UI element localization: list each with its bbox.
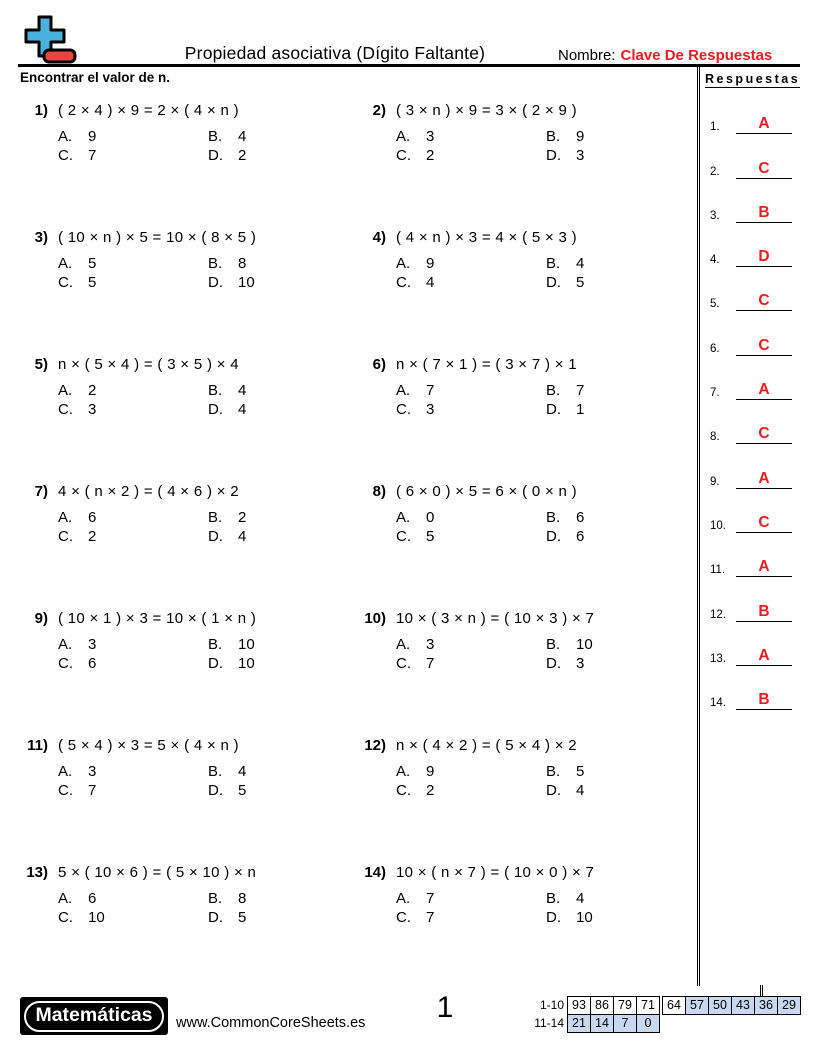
problem-12 (358, 732, 692, 859)
problem-number: 1) (34, 102, 48, 119)
option-d: D. 1 (546, 401, 585, 418)
brand-name: Matemáticas (24, 1001, 163, 1032)
option-d: D. 2 (208, 147, 247, 164)
problem-equation: ( 5 × 4 ) × 3 = 5 × ( 4 × n ) (58, 737, 239, 754)
answer-item-1: 1. A (700, 90, 815, 134)
option-c: C. 5 (396, 528, 435, 545)
option-d: D. 4 (546, 782, 585, 799)
problems-grid (20, 97, 692, 986)
option-b: B. 10 (546, 636, 593, 653)
answer-item-12: 12. B (700, 577, 815, 621)
answer-item-14: 14. B (700, 666, 815, 710)
worksheet-title: Propiedad asociativa (Dígito Faltante) (184, 43, 486, 63)
option-a: A. 6 (58, 890, 97, 907)
problem-number: 11) (27, 737, 48, 754)
score-cell: 29 (777, 996, 801, 1015)
option-d: D. 5 (546, 274, 585, 291)
problem-5 (20, 351, 358, 478)
option-d: D. 3 (546, 655, 585, 672)
answer-item-8: 8. C (700, 400, 815, 444)
problem-number: 3) (34, 229, 48, 246)
problem-7 (20, 478, 358, 605)
option-c: C. 7 (58, 782, 97, 799)
answer-item-11: 11. A (700, 533, 815, 577)
answer-item-3: 3. B (700, 179, 815, 223)
answer-blank-line: A (736, 471, 792, 489)
option-c: C. 10 (58, 909, 105, 926)
score-cell: 71 (636, 996, 660, 1015)
problem-equation: n × ( 5 × 4 ) = ( 3 × 5 ) × 4 (58, 356, 239, 373)
problem-1 (20, 97, 358, 224)
problem-equation: ( 10 × 1 ) × 3 = 10 × ( 1 × n ) (58, 610, 257, 627)
score-cell: 0 (636, 1014, 660, 1033)
problem-equation: 10 × ( n × 7 ) = ( 10 × 0 ) × 7 (396, 864, 595, 881)
problem-equation: n × ( 4 × 2 ) = ( 5 × 4 ) × 2 (396, 737, 577, 754)
answer-options (58, 382, 358, 419)
option-a: A. 3 (396, 636, 435, 653)
plus-minus-logo-icon (22, 15, 80, 70)
website-url: www.CommonCoreSheets.es (176, 1015, 366, 1031)
option-b: B. 4 (546, 255, 585, 272)
answer-item-5: 5. C (700, 267, 815, 311)
option-b: B. 8 (208, 255, 247, 272)
problem-6 (358, 351, 692, 478)
answer-item-2: 2. C (700, 134, 815, 178)
option-b: B. 10 (208, 636, 255, 653)
option-b: B. 5 (546, 763, 585, 780)
problem-number: 7) (34, 483, 48, 500)
problem-equation: 4 × ( n × 2 ) = ( 4 × 6 ) × 2 (58, 483, 239, 500)
answer-item-13: 13. A (700, 622, 815, 666)
problem-equation: ( 10 × n ) × 5 = 10 × ( 8 × 5 ) (58, 229, 257, 246)
option-c: C. 2 (58, 528, 97, 545)
option-a: A. 7 (396, 382, 435, 399)
option-a: A. 2 (58, 382, 97, 399)
option-c: C. 5 (58, 274, 97, 291)
score-cell: 57 (685, 996, 709, 1015)
answer-item-6: 6. C (700, 311, 815, 355)
option-c: C. 6 (58, 655, 97, 672)
problem-number: 5) (34, 356, 48, 373)
option-d: D. 6 (546, 528, 585, 545)
answer-options (396, 382, 692, 419)
answer-options (396, 128, 692, 165)
option-c: C. 4 (396, 274, 435, 291)
option-d: D. 5 (208, 909, 247, 926)
answer-options (58, 763, 358, 800)
problem-equation: ( 4 × n ) × 3 = 4 × ( 5 × 3 ) (396, 229, 577, 246)
option-c: C. 3 (396, 401, 435, 418)
answer-options (58, 509, 358, 546)
answer-key-label: Clave De Respuestas (620, 47, 773, 64)
header-divider (18, 64, 800, 67)
answer-options (58, 890, 358, 927)
option-d: D. 3 (546, 147, 585, 164)
answer-blank-line: C (736, 293, 792, 311)
problem-13 (20, 859, 358, 986)
problem-equation: 10 × ( 3 × n ) = ( 10 × 3 ) × 7 (396, 610, 595, 627)
option-a: A. 3 (58, 763, 97, 780)
option-b: B. 4 (208, 382, 247, 399)
problem-number: 6) (372, 356, 386, 373)
brand-badge (20, 997, 168, 1035)
problem-10 (358, 605, 692, 732)
problem-4 (358, 224, 692, 351)
option-a: A. 5 (58, 255, 97, 272)
option-b: B. 7 (546, 382, 585, 399)
option-a: A. 9 (396, 255, 435, 272)
option-d: D. 4 (208, 401, 247, 418)
problem-number: 2) (372, 102, 386, 119)
answer-options (396, 636, 692, 673)
score-row-label: 11-14 (534, 1016, 564, 1030)
option-c: C. 7 (396, 655, 435, 672)
answers-list (700, 90, 815, 710)
option-a: A. 3 (396, 128, 435, 145)
problem-11 (20, 732, 358, 859)
answer-blank-line: C (736, 515, 792, 533)
answer-blank-line: C (736, 338, 792, 356)
option-c: C. 2 (396, 782, 435, 799)
option-b: B. 4 (546, 890, 585, 907)
score-row-2 (530, 1014, 801, 1033)
option-d: D. 10 (546, 909, 593, 926)
answers-sidebar (697, 66, 815, 986)
score-cell: 36 (754, 996, 778, 1015)
answer-options (58, 128, 358, 165)
score-row-1 (530, 996, 801, 1015)
answer-blank-line: A (736, 116, 792, 134)
option-c: C. 7 (396, 909, 435, 926)
option-a: A. 9 (58, 128, 97, 145)
answer-item-7: 7. A (700, 356, 815, 400)
option-a: A. 0 (396, 509, 435, 526)
option-b: B. 2 (208, 509, 247, 526)
option-b: B. 9 (546, 128, 585, 145)
answer-blank-line: C (736, 426, 792, 444)
problem-number: 8) (372, 483, 386, 500)
option-b: B. 8 (208, 890, 247, 907)
option-d: D. 10 (208, 274, 255, 291)
problem-8 (358, 478, 692, 605)
name-label: Nombre: (558, 47, 616, 64)
problem-number: 12) (364, 737, 386, 754)
problem-equation: ( 3 × n ) × 9 = 3 × ( 2 × 9 ) (396, 102, 577, 119)
problem-number: 10) (364, 610, 386, 627)
answer-options (396, 255, 692, 292)
problem-number: 9) (34, 610, 48, 627)
problem-number: 13) (26, 864, 48, 881)
score-cell: 21 (567, 1014, 591, 1033)
name-row (558, 47, 772, 64)
problem-9 (20, 605, 358, 732)
answer-blank-line: B (736, 205, 792, 223)
answer-options (396, 890, 692, 927)
answer-blank-line: D (736, 249, 792, 267)
answers-title: Respuestas (705, 72, 801, 86)
problem-14 (358, 859, 692, 986)
option-d: D. 4 (208, 528, 247, 545)
option-c: C. 2 (396, 147, 435, 164)
answer-options (58, 636, 358, 673)
problem-3 (20, 224, 358, 351)
score-cell: 79 (613, 996, 637, 1015)
option-b: B. 6 (546, 509, 585, 526)
option-a: A. 9 (396, 763, 435, 780)
option-b: B. 4 (208, 763, 247, 780)
option-d: D. 10 (208, 655, 255, 672)
answer-item-9: 9. A (700, 444, 815, 488)
answer-blank-line: A (736, 382, 792, 400)
option-a: A. 7 (396, 890, 435, 907)
score-cell: 7 (613, 1014, 637, 1033)
score-cell: 86 (590, 996, 614, 1015)
problem-equation: ( 2 × 4 ) × 9 = 2 × ( 4 × n ) (58, 102, 239, 119)
page-number: 1 (436, 991, 454, 1024)
problem-2 (358, 97, 692, 224)
score-cell: 50 (708, 996, 732, 1015)
score-cell: 14 (590, 1014, 614, 1033)
option-b: B. 4 (208, 128, 247, 145)
answer-blank-line: A (736, 648, 792, 666)
score-cell: 43 (731, 996, 755, 1015)
answer-item-10: 10. C (700, 489, 815, 533)
answer-item-4: 4. D (700, 223, 815, 267)
score-row-label: 1-10 (539, 998, 564, 1012)
score-cell: 93 (567, 996, 591, 1015)
score-table (530, 996, 801, 1033)
answer-options (396, 763, 692, 800)
instruction-text: Encontrar el valor de n. (20, 70, 171, 85)
option-a: A. 3 (58, 636, 97, 653)
option-c: C. 7 (58, 147, 97, 164)
option-d: D. 5 (208, 782, 247, 799)
score-cell: 64 (662, 996, 686, 1015)
problem-number: 14) (364, 864, 386, 881)
answer-options (58, 255, 358, 292)
answer-blank-line: B (736, 604, 792, 622)
option-a: A. 6 (58, 509, 97, 526)
answer-blank-line: C (736, 161, 792, 179)
answer-blank-line: B (736, 692, 792, 710)
answer-options (396, 509, 692, 546)
answer-blank-line: A (736, 559, 792, 577)
problem-number: 4) (372, 229, 386, 246)
problem-equation: n × ( 7 × 1 ) = ( 3 × 7 ) × 1 (396, 356, 577, 373)
problem-equation: 5 × ( 10 × 6 ) = ( 5 × 10 ) × n (58, 864, 257, 881)
problem-equation: ( 6 × 0 ) × 5 = 6 × ( 0 × n ) (396, 483, 577, 500)
option-c: C. 3 (58, 401, 97, 418)
